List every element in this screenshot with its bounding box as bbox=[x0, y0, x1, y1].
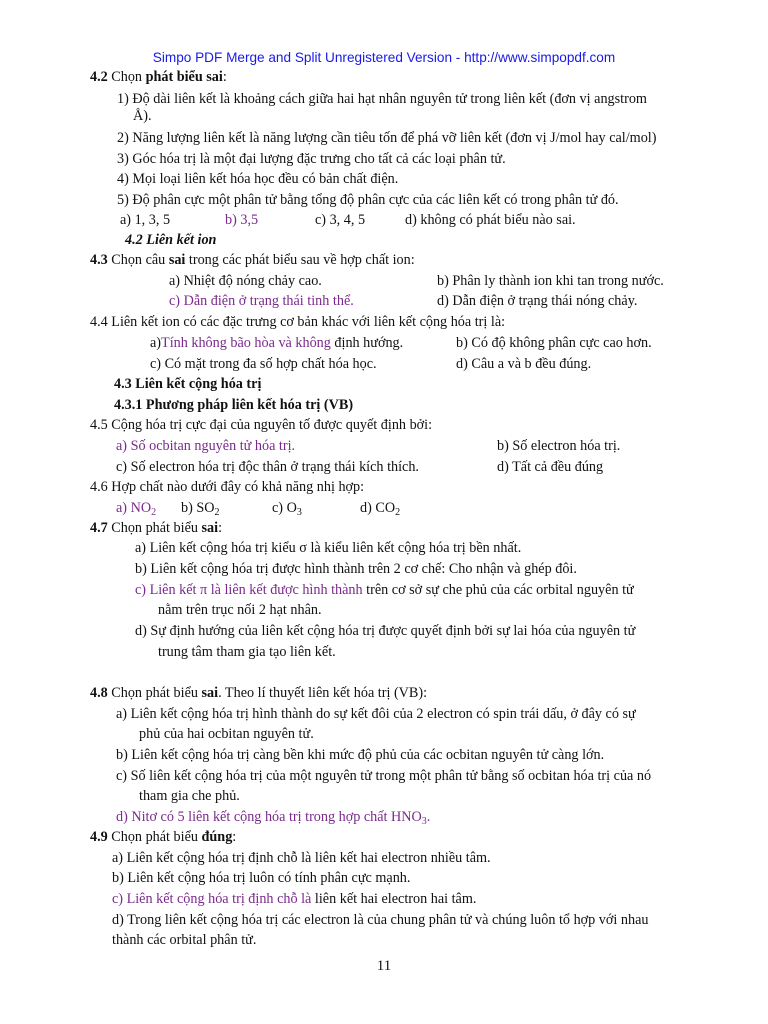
q47-option-c-cont: nằm trên trục nối 2 hạt nhân. bbox=[158, 602, 322, 618]
q43-option-c: c) Dẫn điện ở trạng thái tinh thể. bbox=[169, 293, 354, 309]
q42-option-c: c) 3, 4, 5 bbox=[315, 212, 366, 228]
q46-option-c: c) $O_3$ bbox=[272, 500, 302, 518]
q44-option-a: a)Tính không bão hòa và không định hướng. bbox=[150, 335, 404, 351]
q45-option-b: b) Số electron hóa trị. bbox=[497, 438, 621, 454]
q47-option-d: d) Sự định hướng của liên kết cộng hóa trị được quyết định bởi sự lai hóa của nguyên tử bbox=[135, 623, 636, 639]
q43-option-b: b) Phân ly thành ion khi tan trong nước. bbox=[437, 273, 664, 289]
q45-option-a: a) Số ocbitan nguyên tử hóa trị. bbox=[116, 438, 296, 454]
q44-stem: 4.4 Liên kết ion có các đặc trưng cơ bản khác với liên kết cộng hóa trị là: bbox=[90, 314, 506, 330]
q49-stem: 4.9 Chọn phát biểu đúng: bbox=[90, 829, 237, 845]
q42-s1: 1) Độ dài liên kết là khoảng cách giữa hai hạt nhân nguyên tử trong liên kết (đơn vị angstrom bbox=[117, 91, 647, 107]
q42-stem: 4.2 Chọn phát biểu sai: bbox=[90, 69, 227, 85]
q46-option-b: b) $SO_2$ bbox=[181, 500, 220, 518]
section-heading-ion: 4.2 Liên kết ion bbox=[125, 232, 217, 248]
page-number: 11 bbox=[376, 958, 392, 974]
q42-s3: 3) Góc hóa trị là một đại lượng đặc trưng cho tất cả các loại phân tử. bbox=[117, 151, 506, 167]
q49-option-d: d) Trong liên kết cộng hóa trị các electron là của chung phân tử và chúng luôn tổ hợp với nhau bbox=[112, 912, 649, 928]
q48-option-c-cont: tham gia che phủ. bbox=[139, 788, 240, 804]
q49-option-b: b) Liên kết cộng hóa trị luôn có tính phân cực mạnh. bbox=[112, 870, 411, 886]
q47-option-c: c) Liên kết π là liên kết được hình thành trên cơ sở sự che phủ của các orbital nguyên tử bbox=[135, 582, 634, 598]
q45-option-d: d) Tất cả đều đúng bbox=[497, 459, 604, 475]
q48-option-d: d) Nitơ có 5 liên kết cộng hóa trị trong hợp chất $HNO_3$. bbox=[116, 809, 431, 827]
q44-option-c: c) Có mặt trong đa số hợp chất hóa học. bbox=[150, 356, 377, 372]
q46-option-d: d) $CO_2$ bbox=[360, 500, 401, 518]
q45-option-c: c) Số electron hóa trị độc thân ở trạng thái kích thích. bbox=[116, 459, 419, 475]
section-heading-covalent: 4.3 Liên kết cộng hóa trị bbox=[114, 376, 262, 392]
q47-option-a: a) Liên kết cộng hóa trị kiểu σ là kiểu liên kết cộng hóa trị bền nhất. bbox=[135, 540, 522, 556]
q44-option-b: b) Có độ không phân cực cao hơn. bbox=[456, 335, 652, 351]
q48-option-c: c) Số liên kết cộng hóa trị của một nguyên tử trong một phân tử bằng số ocbitan hóa trị của nó bbox=[116, 768, 652, 784]
q43-stem: 4.3 Chọn câu sai trong các phát biểu sau về hợp chất ion: bbox=[90, 252, 415, 268]
q47-stem: 4.7 Chọn phát biểu sai: bbox=[90, 520, 223, 536]
q49-option-a: a) Liên kết cộng hóa trị định chỗ là liên kết hai electron nhiều tâm. bbox=[112, 850, 491, 866]
q48-stem: 4.8 Chọn phát biểu sai. Theo lí thuyết liên kết hóa trị (VB): bbox=[90, 685, 428, 701]
q46-option-a: a) $NO_2$ bbox=[116, 500, 157, 518]
q48-option-a-cont: phủ của hai ocbitan nguyên tử. bbox=[139, 726, 314, 742]
section-heading-vb: 4.3.1 Phương pháp liên kết hóa trị (VB) bbox=[114, 397, 354, 413]
q42-s4: 4) Mọi loại liên kết hóa học đều có bản chất điện. bbox=[117, 171, 399, 187]
q43-option-d: d) Dẫn điện ở trạng thái nóng chảy. bbox=[437, 293, 638, 309]
q45-stem: 4.5 Cộng hóa trị cực đại của nguyên tố được quyết định bởi: bbox=[90, 417, 433, 433]
q49-option-c: c) Liên kết cộng hóa trị định chỗ là liên kết hai electron hai tâm. bbox=[112, 891, 477, 907]
q42-option-a: a) 1, 3, 5 bbox=[120, 212, 171, 228]
q42-s1-cont: Å). bbox=[133, 108, 152, 124]
q42-option-b: b) 3,5 bbox=[225, 212, 259, 228]
q46-stem: 4.6 Hợp chất nào dưới đây có khả năng nhị hợp: bbox=[90, 479, 365, 495]
q44-option-d: d) Câu a và b đều đúng. bbox=[456, 356, 592, 372]
q48-option-b: b) Liên kết cộng hóa trị càng bền khi mức độ phủ của các ocbitan nguyên tử càng lớn. bbox=[116, 747, 605, 763]
q49-option-d-cont: thành các orbital phân tử. bbox=[112, 932, 257, 948]
q47-option-b: b) Liên kết cộng hóa trị được hình thành trên 2 cơ chế: Cho nhận và ghép đôi. bbox=[135, 561, 577, 577]
q48-option-a: a) Liên kết cộng hóa trị hình thành do sự kết đôi của 2 electron có spin trái dấu, ở đây có sự bbox=[116, 706, 636, 722]
q42-s2: 2) Năng lượng liên kết là năng lượng cần tiêu tốn để phá vỡ liên kết (đơn vị J/mol hay cal/mol) bbox=[117, 130, 657, 146]
watermark: Simpo PDF Merge and Split Unregistered Version - http://www.simpopdf.com bbox=[152, 50, 616, 65]
q47-option-d-cont: trung tâm tham gia tạo liên kết. bbox=[158, 644, 336, 660]
q43-option-a: a) Nhiệt độ nóng chảy cao. bbox=[169, 273, 322, 289]
q42-s5: 5) Độ phân cực một phân tử bằng tổng độ phân cực của các liên kết có trong phân tử đó. bbox=[117, 192, 619, 208]
q42-option-d: d) không có phát biểu nào sai. bbox=[405, 212, 576, 228]
